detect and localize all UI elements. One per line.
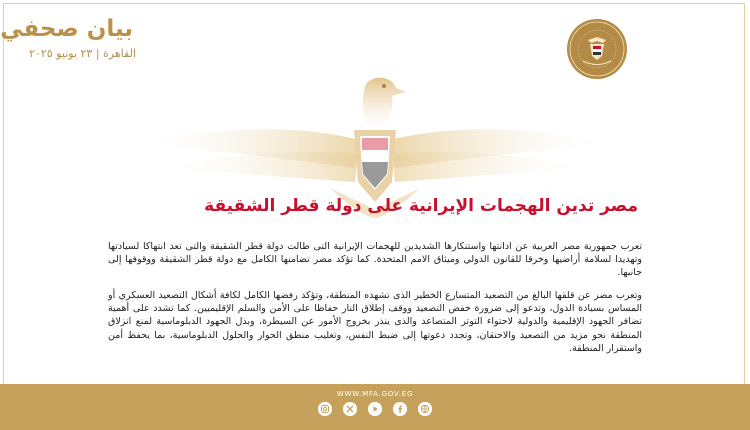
globe-icon[interactable]: [418, 402, 432, 416]
twitter-x-icon[interactable]: [343, 402, 357, 416]
social-icons: [318, 402, 432, 416]
headline: مصر تدين الهجمات الإيرانية على دولة قطر الشقيقة: [204, 196, 638, 216]
youtube-icon[interactable]: [368, 402, 382, 416]
footer-bar: [0, 384, 750, 430]
body-paragraph-1: تعرب جمهورية مصر العربية عن ادانتها واستنكارها الشديدين للهجمات الإيرانية التى طالت دولة قطر الشقيقة والتى تعد انتهاكا لسيادتها وتهديدا لسلامة أراضيها وخرقا للقانون الدولي وميثاق الامم المتحدة. كما تؤكد مصر تضامنها الكامل مع دولة قطر الشقيقة ووقوفها إلى جانبها.: [108, 241, 642, 279]
press-release-body: [108, 240, 642, 365]
facebook-icon[interactable]: [393, 402, 407, 416]
website-link[interactable]: WWW.MFA.GOV.EG: [336, 390, 414, 398]
body-paragraph-2: وتعرب مصر عن قلقها البالغ من التصعيد المتسارع الخطير الذى تشهده المنطقة، وتؤكد رفضها الكامل لكافة أشكال التصعيد العسكري أو المساس بسيادة الدول، وتدعو إلى ضرورة خفض التصعيد ووقف إطلاق النار حفاظا على الأمن والسلم الإقليميين. كما تشدد على أهمية تضافر الجهود الإقليمية والدولية لاحتواء التوتر المتصاعد والذى ينذر بخروج الأمور عن السيطرة، وبذل الجهود الدبلوماسية لمنع انزلاق المنطقة نحو مزيد من التصعيد والاحتقان، وتجدد دعوتها إلى ضبط النفس، وتغليب منطق الحوار والحلول الدبلوماسية، بما يحفظ أمن واستقرار المنطقة.: [108, 290, 642, 354]
instagram-icon[interactable]: [318, 402, 332, 416]
press-release-title: بيان صحفي: [0, 16, 133, 42]
press-release-date: القاهرة | ٢٣ يونيو ٢٠٢٥: [29, 47, 136, 60]
